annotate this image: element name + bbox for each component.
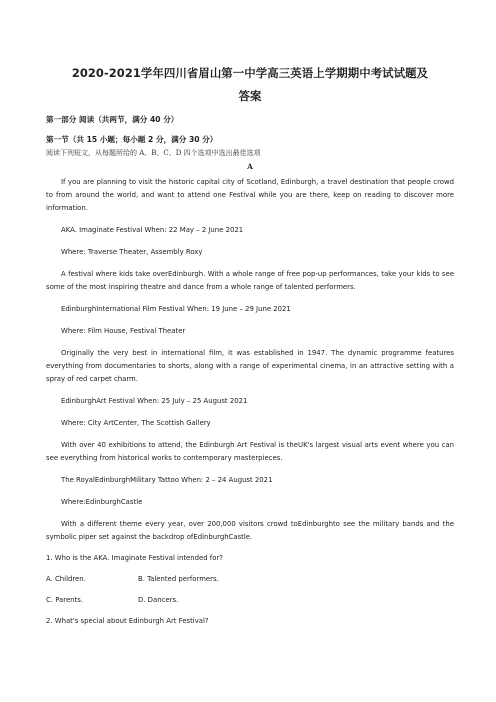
event-title-aka: AKA. Imaginate Festival When: 22 May – 2 June 2021 [61, 226, 244, 234]
event-desc-tattoo: With a different theme every year, over 200,000 visitors crowd toEdinburghto see the military bands and the symbolic piper set against the backdrop ofEdinburghCastle. [46, 520, 454, 541]
instruction-text: 阅读下列短文，从每题所给的 A、B、C、D 四个选项中选出最佳选项 [46, 149, 261, 157]
event-where-aka: Where: Traverse Theater, Assembly Roxy [61, 248, 203, 256]
question-2: 2. What's special about Edinburgh Art Festival? [46, 617, 209, 625]
option-c: C. Parents. [46, 596, 84, 604]
event-where-film: Where: Film House, Festival Theater [61, 327, 186, 335]
option-b: B. Talented performers. [138, 575, 219, 583]
question-1: 1. Who is the AKA. Imaginate Festival intended for? [46, 554, 223, 562]
passage-letter: A [247, 162, 253, 171]
document-title [46, 62, 454, 108]
title-line-1: 2020-2021学年四川省眉山第一中学高三英语上学期期中考试试题及 [71, 66, 429, 80]
event-desc-art: With over 40 exhibitions to attend, the Edinburgh Art Festival is theUK's largest visual arts event where you can see everything from historical works to contemporary masterpieces. [46, 441, 454, 462]
question-1-options-cd [46, 595, 454, 606]
option-a: A. Children. [46, 575, 86, 583]
option-d: D. Dancers. [138, 596, 179, 604]
event-where-art: Where: City ArtCenter, The Scottish Gallery [61, 419, 211, 427]
event-title-art: EdinburghArt Festival When: 25 July – 25 August 2021 [61, 397, 248, 405]
event-desc-film: Originally the very best in international film, it was established in 1947. The dynamic programme features everything from documentaries to shorts, along with a range of experimental cinema, in an attractive setting with a spray of red carpet charm. [46, 349, 454, 383]
section-heading: 第一节（共 15 小题；每小题 2 分，满分 30 分） [46, 135, 218, 144]
paragraph-intro: If you are planning to visit the historic capital city of Scotland, Edinburgh, a travel destination that people crowd to from around the world, and want to attend one Festival while you are there, keep on reading to discover more information. [46, 178, 454, 212]
event-title-film: EdinburghInternational Film Festival When: 19 June – 29 June 2021 [61, 305, 291, 313]
event-desc-aka: A festival where kids take overEdinburgh. With a whole range of free pop-up performances, take your kids to see some of the most inspiring theatre and dance from a whole range of talented performers. [46, 270, 454, 291]
title-line-2: 答案 [238, 89, 262, 103]
question-1-options-ab [46, 574, 454, 585]
part-heading: 第一部分 阅读（共两节，满分 40 分） [46, 115, 179, 124]
event-title-tattoo: The RoyalEdinburghMilitary Tattoo When: 2 – 24 August 2021 [61, 476, 273, 484]
event-where-tattoo: Where:EdinburghCastle [61, 498, 143, 506]
